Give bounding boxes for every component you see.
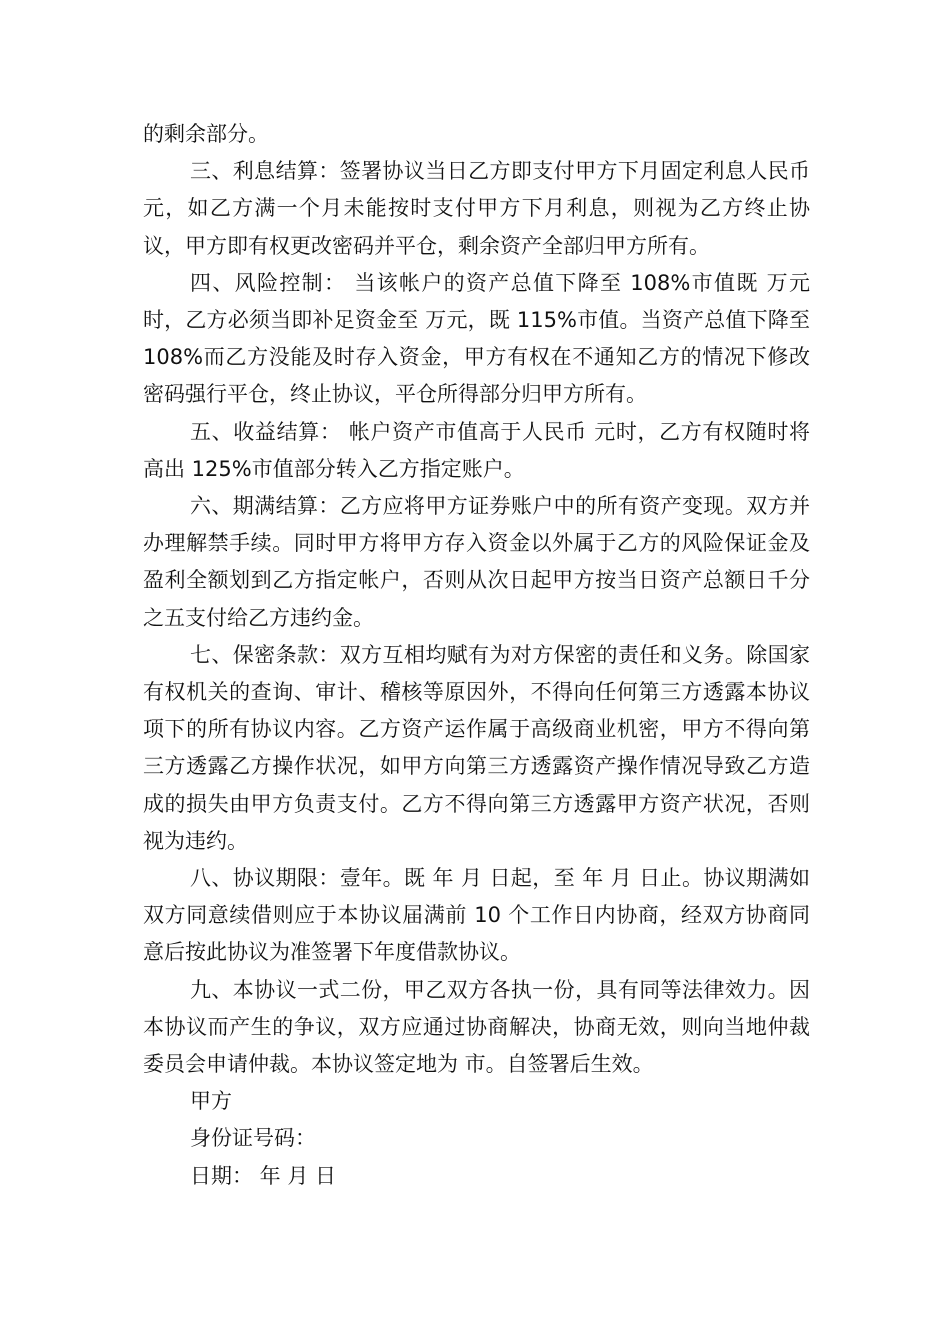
signature-id-number: 身份证号码： (190, 1126, 316, 1151)
paragraph: 七、保密条款：双方互相均赋有为对方保密的责任和义务。除国家有权机关的查询、审计、稽核等原因外，不得向任何第三方透露本协议项下的所有协议内容。乙方资产运作属于高级商业机密，甲方不得向第三方透露乙方操作状况，如甲方向第三方透露资产操作情况导致乙方造成的损失由甲方负责支付。乙方不得向第三方透露甲方资产状况，否则视为违约。 (143, 642, 810, 853)
paragraph: 八、协议期限：壹年。既 年 月 日起，至 年 月 日止。协议期满如双方同意续借则应于本协议届满前 10 个工作日内协商，经双方协商同意后按此协议为准签署下年度借款协议。 (143, 866, 810, 965)
signature-party: 甲方 (190, 1089, 232, 1114)
paragraph: 三、利息结算：签署协议当日乙方即支付甲方下月固定利息人民币 元，如乙方满一个月未能按时支付甲方下月利息，则视为乙方终止协议，甲方即有权更改密码并平仓，剩余资产全部归甲方所有。 (143, 159, 810, 258)
paragraph: 的剩余部分。 (143, 122, 269, 146)
signature-block (143, 1083, 810, 1195)
paragraph: 九、本协议一式二份，甲乙双方各执一份，具有同等法律效力。因本协议而产生的争议，双方应通过协商解决，协商无效，则向当地仲裁委员会申请仲裁。本协议签定地为 市。自签署后生效。 (143, 977, 810, 1077)
paragraph: 六、期满结算：乙方应将甲方证券账户中的所有资产变现。双方并办理解禁手续。同时甲方将甲方存入资金以外属于乙方的风险保证金及盈利全额划到乙方指定帐户，否则从次日起甲方按当日资产总额日千分之五支付给乙方违约金。 (143, 494, 810, 630)
paragraph: 五、收益结算： 帐户资产市值高于人民币 元时，乙方有权随时将高出 125%市值部分转入乙方指定账户。 (143, 419, 810, 481)
signature-date: 日期： 年 月 日 (190, 1163, 337, 1188)
paragraph: 四、风险控制： 当该帐户的资产总值下降至 108%市值既 万元时，乙方必须当即补足资金至 万元，既 115%市值。当资产总值下降至 108%而乙方没能及时存入资金，甲方有权在不通知乙方的情况下修改密码强行平仓，终止协议，平仓所得部分归甲方所有。 (143, 270, 810, 407)
document-body (143, 116, 810, 1083)
